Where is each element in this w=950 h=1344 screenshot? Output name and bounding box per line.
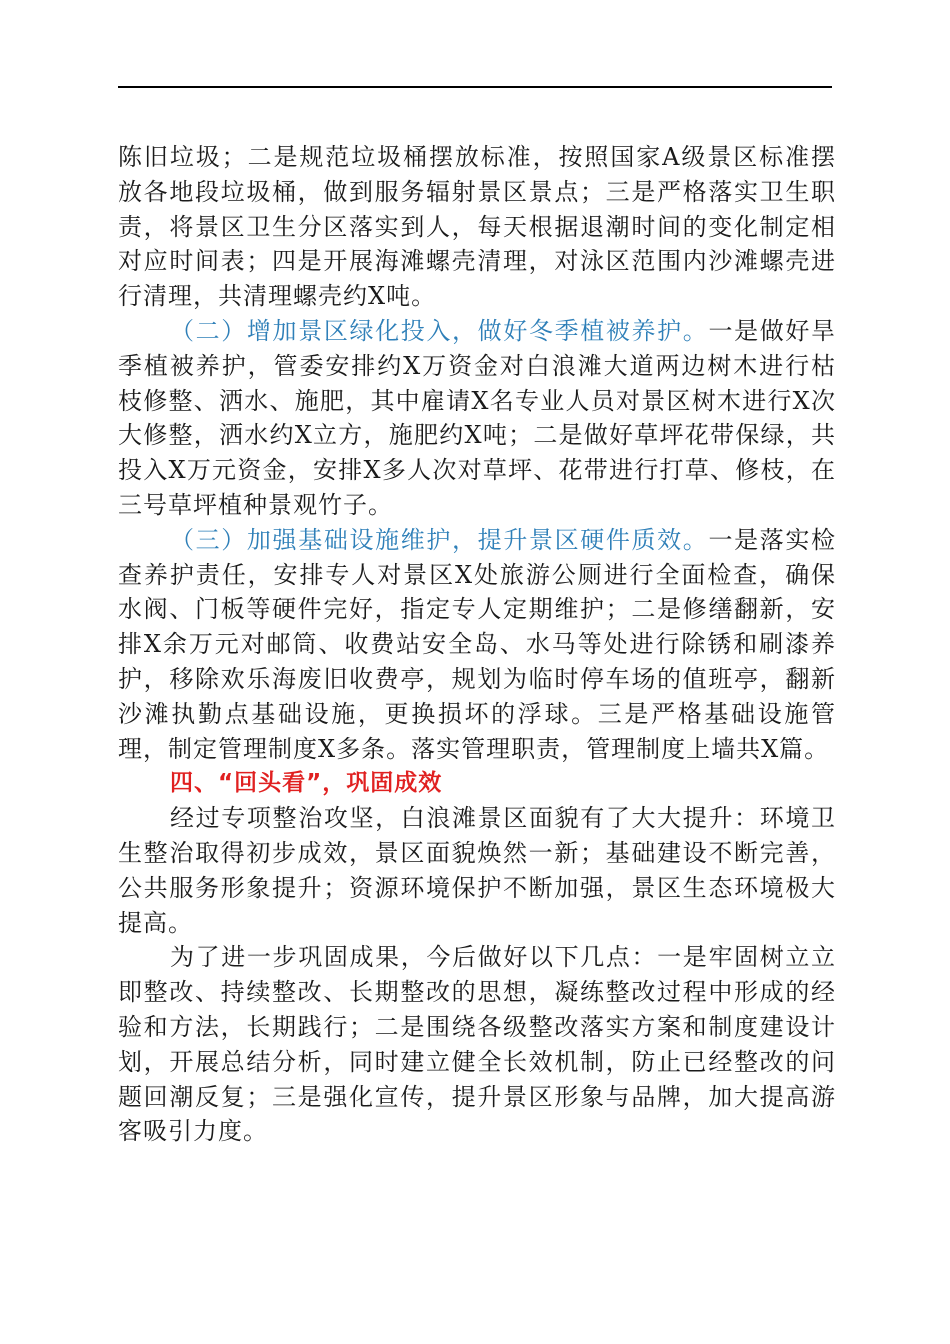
paragraph-infrastructure-body: 一是落实检查养护责任，安排专人对景区X处旅游公厕进行全面检查，确保水阀、门板等硬件完好，指定专人定期维护；二是修缮翻新，安排X余万元对邮筒、收费站安全岛、水马等处进行除锈和刷漆养护，移除欢乐海废旧收费亭，规划为临时停车场的值班亭，翻新沙滩执勤点基础设施，更换损坏的浮球。三是严格基础设施管理，制定管理制度X多条。落实管理职责，管理制度上墙共X篇。	[118, 525, 837, 763]
paragraph-infrastructure	[118, 523, 836, 767]
paragraph-greening-body: 一是做好旱季植被养护，管委安排约X万资金对白浪滩大道两边树木进行枯枝修整、洒水、施肥，其中雇请X名专业人员对景区树木进行X次大修整，洒水约X立方，施肥约X吨；二是做好草坪花带保绿，共投入X万元资金，安排X多人次对草坪、花带进行打草、修枝，在三号草坪植种景观竹子。	[118, 316, 837, 519]
subheading-greening: （二）增加景区绿化投入，做好冬季植被养护。	[170, 316, 709, 345]
paragraph-results: 经过专项整治攻坚，白浪滩景区面貌有了大大提升：环境卫生整治取得初步成效，景区面貌焕然一新；基础建设不断完善，公共服务形象提升；资源环境保护不断加强，景区生态环境极大提高。	[118, 804, 836, 937]
paragraph-sanitation-continued: 陈旧垃圾；二是规范垃圾桶摆放标准，按照国家A级景区标准摆放各地段垃圾桶，做到服务辐射景区景点；三是严格落实卫生职责，将景区卫生分区落实到人，每天根据退潮时间的变化制定相对应时间表；四是开展海滩螺壳清理，对泳区范围内沙滩螺壳进行清理，共清理螺壳约X吨。	[118, 143, 836, 311]
subheading-infrastructure: （三）加强基础设施维护，提升景区硬件质效。	[170, 525, 709, 554]
paragraph-greening	[118, 314, 836, 523]
section-heading-review: 四、“回头看”，巩固成效	[170, 770, 443, 797]
paragraph-next-steps: 为了进一步巩固成果，今后做好以下几点：一是牢固树立立即整改、持续整改、长期整改的思想，凝练整改过程中形成的经验和方法，长期践行；二是围绕各级整改落实方案和制度建设计划，开展总结分析，同时建立健全长效机制，防止已经整改的问题回潮反复；三是强化宣传，提升景区形象与品牌，加大提高游客吸引力度。	[118, 943, 836, 1146]
document-body	[118, 140, 836, 1149]
header-rule	[118, 86, 832, 88]
